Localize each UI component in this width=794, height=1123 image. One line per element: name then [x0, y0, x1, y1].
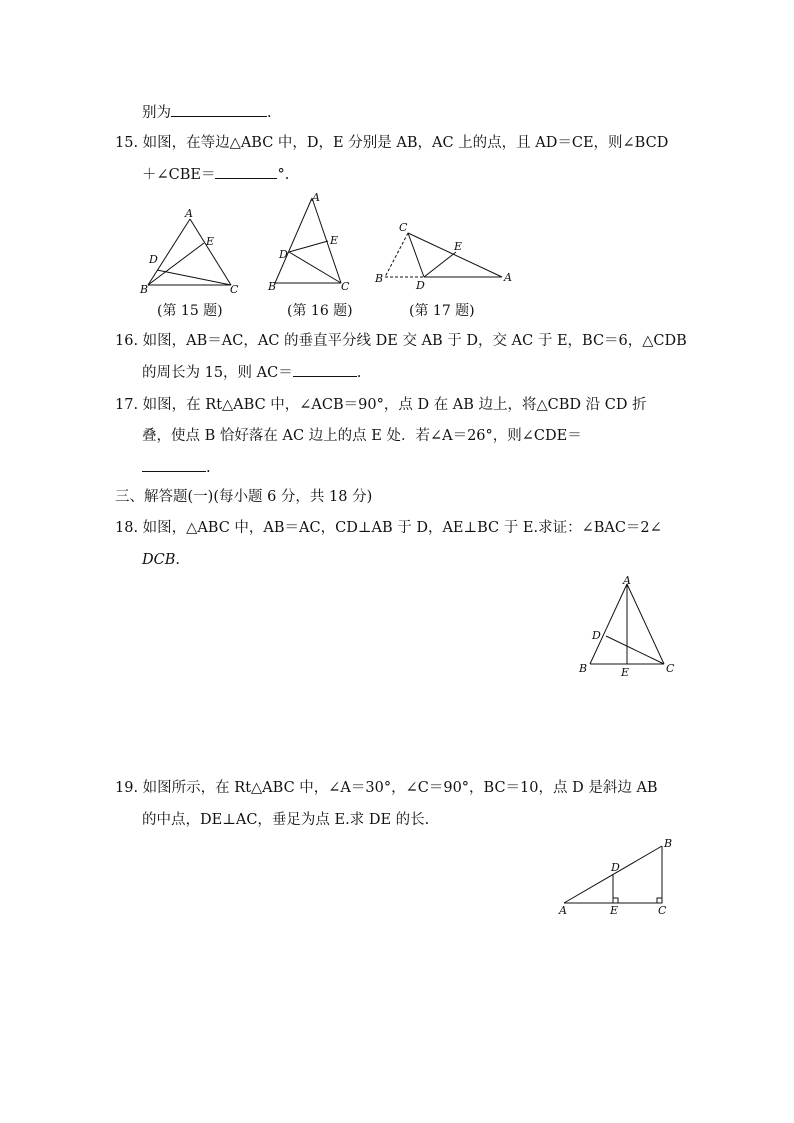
q16-line2 — [142, 362, 361, 383]
figure-16 — [265, 190, 355, 295]
q18-text2: DCB. — [142, 552, 180, 568]
label-E: E — [621, 666, 630, 679]
q17-text1: 如图，在 Rt△ABC 中，∠ACB＝90°，点 D 在 AB 边上，将△CBD 沿 CD 折 — [142, 397, 647, 413]
q14-tail-text: 别为 — [142, 105, 171, 121]
label-B: B — [375, 272, 384, 285]
figure-17 — [372, 220, 522, 295]
label-B: B — [140, 283, 149, 295]
caption-16: (第 16 题) — [287, 303, 353, 319]
caption-15: (第 15 题) — [157, 303, 223, 319]
label-E: E — [454, 240, 463, 253]
q18-line2 — [142, 550, 180, 570]
q19-line2 — [142, 810, 429, 830]
q15-line2 — [142, 164, 289, 185]
q18-text1: 如图，△ABC 中，AB＝AC，CD⊥AB 于 D，AE⊥BC 于 E.求证：∠BAC＝2∠ — [142, 520, 662, 536]
q16-text1: 如图，AB＝AC，AC 的垂直平分线 DE 交 AB 于 D，交 AC 于 E，BC＝6，△CDB — [142, 333, 687, 349]
label-D: D — [416, 279, 425, 292]
q18-line1 — [115, 518, 662, 538]
q17-line3 — [142, 457, 211, 478]
q18-number: 18. — [115, 520, 139, 536]
q19-text1: 如图所示，在 Rt△ABC 中，∠A＝30°，∠C＝90°，BC＝10，点 D 是斜边 AB — [142, 780, 658, 796]
label-C: C — [341, 280, 350, 293]
q17-text3-post: . — [206, 460, 211, 476]
caption-17: (第 17 题) — [409, 303, 475, 319]
section-3-title: 三、解答题(一)(每小题 6 分，共 18 分) — [115, 489, 373, 505]
label-C: C — [230, 283, 239, 295]
figure-19 — [552, 836, 682, 921]
label-E: E — [610, 904, 619, 917]
label-C: C — [658, 904, 667, 917]
label-E: E — [206, 235, 215, 248]
label-A: A — [185, 207, 193, 220]
q17-line2 — [142, 426, 582, 446]
q15-text2-post: °. — [277, 167, 290, 183]
label-A: A — [312, 191, 320, 204]
answer-blank[interactable] — [142, 457, 206, 472]
q15-number: 15. — [115, 135, 139, 151]
label-D: D — [279, 248, 288, 261]
answer-blank[interactable] — [215, 164, 277, 179]
figure-18 — [575, 572, 685, 680]
label-B: B — [579, 662, 588, 675]
q16-text2: 的周长为 15，则 AC＝ — [142, 365, 293, 381]
figure-15 — [138, 205, 248, 295]
q17-line1 — [115, 395, 647, 415]
answer-blank[interactable] — [171, 102, 267, 117]
q17-number: 17. — [115, 397, 139, 413]
q16-number: 16. — [115, 333, 139, 349]
q19-text2: 的中点，DE⊥AC，垂足为点 E.求 DE 的长. — [142, 812, 430, 828]
label-E: E — [330, 234, 339, 247]
q15-text2: ＋∠CBE＝ — [142, 167, 216, 183]
q17-text2: 叠，使点 B 恰好落在 AC 边上的点 E 处．若∠A＝26°，则∠CDE＝ — [142, 428, 582, 444]
q16-line1 — [115, 331, 687, 351]
q14-tail-end: . — [267, 105, 272, 121]
label-A: A — [623, 574, 631, 587]
label-D: D — [611, 861, 620, 874]
label-D: D — [149, 253, 158, 266]
label-B: B — [268, 280, 277, 293]
label-D: D — [592, 629, 601, 642]
q15-text1: 如图，在等边△ABC 中，D，E 分别是 AB，AC 上的点，且 AD＝CE，则∠BCD — [142, 135, 669, 151]
label-B: B — [664, 837, 673, 850]
q16-text2-post: . — [356, 365, 362, 381]
q19-line1 — [115, 778, 658, 798]
q19-number: 19. — [115, 780, 139, 796]
q14-tail — [142, 102, 272, 123]
q15-line1 — [115, 133, 668, 153]
answer-blank[interactable] — [293, 362, 357, 377]
label-C: C — [666, 662, 675, 675]
label-C: C — [399, 221, 408, 234]
label-A: A — [559, 904, 567, 917]
label-A: A — [504, 271, 512, 284]
